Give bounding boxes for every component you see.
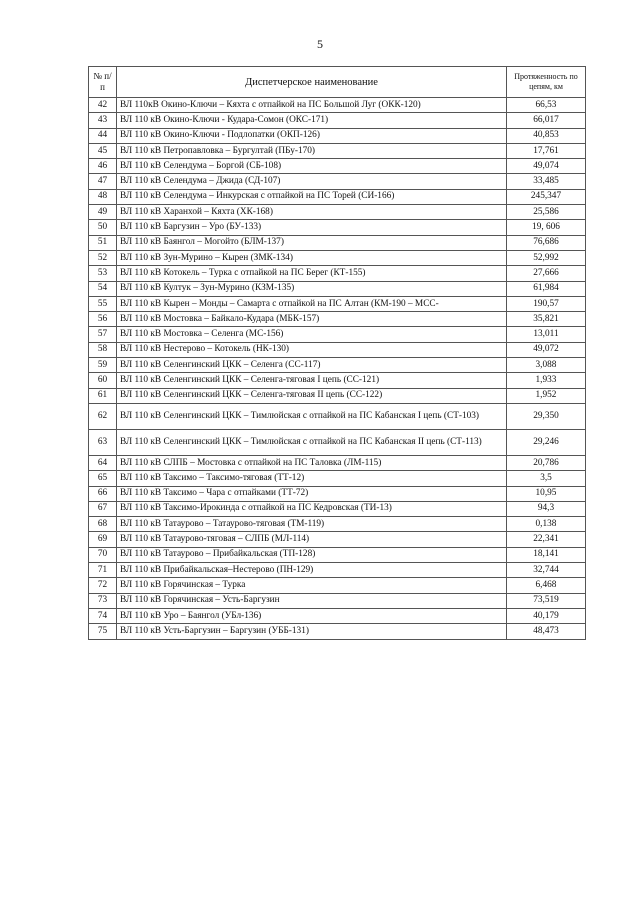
row-number: 54 (89, 281, 117, 296)
line-length: 0,138 (507, 517, 586, 532)
line-name: ВЛ 110 кВ Прибайкальская–Нестерово (ПН-129) (117, 563, 507, 578)
line-length: 49,072 (507, 342, 586, 357)
table-row (89, 235, 586, 250)
row-number: 65 (89, 471, 117, 486)
row-number: 57 (89, 327, 117, 342)
table-row (89, 358, 586, 373)
row-number: 58 (89, 342, 117, 357)
table-row (89, 220, 586, 235)
line-name: ВЛ 110 кВ Усть-Баргузин – Баргузин (УББ-131) (117, 624, 507, 639)
line-length: 49,074 (507, 159, 586, 174)
table-row (89, 205, 586, 220)
line-name: ВЛ 110 кВ Селендума – Джида (СД-107) (117, 174, 507, 189)
table-row (89, 312, 586, 327)
table-row (89, 327, 586, 342)
line-length: 13,011 (507, 327, 586, 342)
table-row (89, 296, 586, 311)
line-name: ВЛ 110 кВ Таксимо – Чара с отпайками (ТТ-72) (117, 486, 507, 501)
line-length: 190,57 (507, 296, 586, 311)
row-number: 43 (89, 113, 117, 128)
table-row (89, 113, 586, 128)
line-length: 66,53 (507, 98, 586, 113)
line-length: 33,485 (507, 174, 586, 189)
line-length: 73,519 (507, 593, 586, 608)
line-name: ВЛ 110 кВ Татаурово – Прибайкальская (ТП-128) (117, 547, 507, 562)
line-name: ВЛ 110 кВ Мостовка – Селенга (МС-156) (117, 327, 507, 342)
row-number: 74 (89, 608, 117, 623)
line-name: ВЛ 110 кВ Култук – Зун-Мурино (КЗМ-135) (117, 281, 507, 296)
table-row (89, 98, 586, 113)
line-name: ВЛ 110 кВ Селендума – Боргой (СБ-108) (117, 159, 507, 174)
line-length: 32,744 (507, 563, 586, 578)
header-length: Протяженность по цепям, км (507, 67, 586, 98)
line-name: ВЛ 110 кВ Таксимо-Ирокинда с отпайкой на ПС Кедровская (ТИ-13) (117, 501, 507, 516)
table-row (89, 342, 586, 357)
table-row (89, 517, 586, 532)
line-length: 3,088 (507, 358, 586, 373)
line-length: 48,473 (507, 624, 586, 639)
line-length: 35,821 (507, 312, 586, 327)
row-number: 67 (89, 501, 117, 516)
line-name: ВЛ 110 кВ Петропавловка – Бургултай (ПБу-170) (117, 143, 507, 158)
row-number: 52 (89, 250, 117, 265)
line-length: 25,586 (507, 205, 586, 220)
line-name: ВЛ 110 кВ Нестерово – Котокель (НК-130) (117, 342, 507, 357)
table-row (89, 250, 586, 265)
line-name: ВЛ 110 кВ Селенгинский ЦКК – Селенга (СС-117) (117, 358, 507, 373)
table-row (89, 593, 586, 608)
table-row (89, 159, 586, 174)
row-number: 44 (89, 128, 117, 143)
table-body (89, 98, 586, 640)
table-row (89, 563, 586, 578)
row-number: 50 (89, 220, 117, 235)
table-row (89, 281, 586, 296)
line-length: 245,347 (507, 189, 586, 204)
power-lines-table (88, 66, 586, 640)
table-row (89, 608, 586, 623)
line-name: ВЛ 110 кВ Селенгинский ЦКК – Селенга-тяговая II цепь (СС-122) (117, 388, 507, 403)
table-row (89, 128, 586, 143)
row-number: 73 (89, 593, 117, 608)
row-number: 70 (89, 547, 117, 562)
table-row (89, 547, 586, 562)
line-length: 27,666 (507, 266, 586, 281)
table-row (89, 373, 586, 388)
line-name: ВЛ 110 кВ Зун-Мурино – Кырен (ЗМК-134) (117, 250, 507, 265)
line-name: ВЛ 110 кВ СЛПБ – Мостовка с отпайкой на ПС Таловка (ЛМ-115) (117, 455, 507, 470)
line-length: 1,933 (507, 373, 586, 388)
line-length: 6,468 (507, 578, 586, 593)
table-row (89, 486, 586, 501)
line-length: 66,017 (507, 113, 586, 128)
line-name: ВЛ 110 кВ Селендума – Инкурская с отпайкой на ПС Торей (СИ-166) (117, 189, 507, 204)
line-length: 29,350 (507, 403, 586, 429)
table-row (89, 266, 586, 281)
table-header (89, 67, 586, 98)
row-number: 66 (89, 486, 117, 501)
table-row (89, 624, 586, 639)
table-row (89, 578, 586, 593)
row-number: 62 (89, 403, 117, 429)
row-number: 69 (89, 532, 117, 547)
page-number: 5 (317, 37, 323, 51)
row-number: 49 (89, 205, 117, 220)
row-number: 56 (89, 312, 117, 327)
line-name: ВЛ 110 кВ Харанхой – Кяхта (ХК-168) (117, 205, 507, 220)
line-name: ВЛ 110 кВ Окино-Ключи - Кудара-Сомон (ОКС-171) (117, 113, 507, 128)
line-name: ВЛ 110 кВ Татаурово-тяговая – СЛПБ (МЛ-114) (117, 532, 507, 547)
row-number: 48 (89, 189, 117, 204)
table-row (89, 174, 586, 189)
row-number: 64 (89, 455, 117, 470)
line-length: 19, 606 (507, 220, 586, 235)
line-length: 10,95 (507, 486, 586, 501)
row-number: 42 (89, 98, 117, 113)
table-row (89, 143, 586, 158)
row-number: 47 (89, 174, 117, 189)
line-name: ВЛ 110 кВ Селенгинский ЦКК – Тимлюйская с отпайкой на ПС Кабанская I цепь (СТ-103) (117, 403, 507, 429)
line-name: ВЛ 110 кВ Горячинская – Турка (117, 578, 507, 593)
line-name: ВЛ 110 кВ Окино-Ключи - Подлопатки (ОКП-126) (117, 128, 507, 143)
line-name: ВЛ 110 кВ Баргузин – Уро (БУ-133) (117, 220, 507, 235)
line-length: 40,179 (507, 608, 586, 623)
line-name: ВЛ 110 кВ Баянгол – Могойто (БЛМ-137) (117, 235, 507, 250)
line-length: 52,992 (507, 250, 586, 265)
line-name: ВЛ 110 кВ Селенгинский ЦКК – Селенга-тяговая I цепь (СС-121) (117, 373, 507, 388)
table-row (89, 501, 586, 516)
line-name: ВЛ 110 кВ Кырен – Монды – Самарта с отпайкой на ПС Алтан (КМ-190 – МСС- (117, 296, 507, 311)
row-number: 45 (89, 143, 117, 158)
line-length: 94,3 (507, 501, 586, 516)
row-number: 63 (89, 429, 117, 455)
table-row (89, 189, 586, 204)
line-name: ВЛ 110кВ Окино-Ключи – Кяхта с отпайкой на ПС Большой Луг (ОКК-120) (117, 98, 507, 113)
row-number: 59 (89, 358, 117, 373)
line-length: 22,341 (507, 532, 586, 547)
row-number: 53 (89, 266, 117, 281)
line-name: ВЛ 110 кВ Селенгинский ЦКК – Тимлюйская с отпайкой на ПС Кабанская II цепь (СТ-113) (117, 429, 507, 455)
header-name: Диспетчерское наименование (117, 67, 507, 98)
line-name: ВЛ 110 кВ Котокель – Турка с отпайкой на ПС Берег (КТ-155) (117, 266, 507, 281)
table-row (89, 403, 586, 429)
line-name: ВЛ 110 кВ Горячинская – Усть-Баргузин (117, 593, 507, 608)
line-length: 76,686 (507, 235, 586, 250)
line-length: 1,952 (507, 388, 586, 403)
line-length: 18,141 (507, 547, 586, 562)
line-name: ВЛ 110 кВ Таксимо – Таксимо-тяговая (ТТ-12) (117, 471, 507, 486)
line-name: ВЛ 110 кВ Мостовка – Байкало-Кудара (МБК-157) (117, 312, 507, 327)
table-row (89, 455, 586, 470)
row-number: 75 (89, 624, 117, 639)
row-number: 68 (89, 517, 117, 532)
row-number: 61 (89, 388, 117, 403)
line-length: 3,5 (507, 471, 586, 486)
table-row (89, 388, 586, 403)
table-row (89, 429, 586, 455)
line-length: 17,761 (507, 143, 586, 158)
table-row (89, 471, 586, 486)
row-number: 51 (89, 235, 117, 250)
line-name: ВЛ 110 кВ Татаурово – Татаурово-тяговая (ТМ-119) (117, 517, 507, 532)
row-number: 46 (89, 159, 117, 174)
row-number: 72 (89, 578, 117, 593)
line-name: ВЛ 110 кВ Уро – Баянгол (УБл-136) (117, 608, 507, 623)
row-number: 60 (89, 373, 117, 388)
table-row (89, 532, 586, 547)
row-number: 55 (89, 296, 117, 311)
header-row (89, 67, 586, 98)
header-number: № п/п (89, 67, 117, 98)
line-length: 61,984 (507, 281, 586, 296)
row-number: 71 (89, 563, 117, 578)
line-length: 29,246 (507, 429, 586, 455)
line-length: 40,853 (507, 128, 586, 143)
line-length: 20,786 (507, 455, 586, 470)
